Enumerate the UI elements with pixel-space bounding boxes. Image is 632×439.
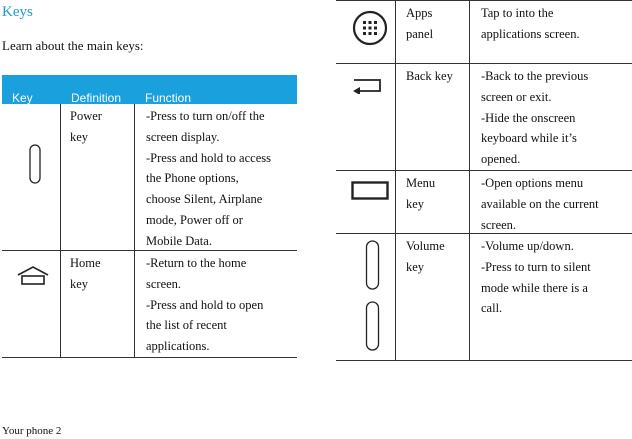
definition-power: Power key xyxy=(70,109,102,144)
function-volume: -Volume up/down. -Press to turn to silent mode while there is a call. xyxy=(481,239,591,316)
definition-home: Home key xyxy=(70,256,101,291)
header-function: Function xyxy=(145,91,192,105)
function-power: -Press to turn on/off the screen display. -Press and hold to access the Phone options, choose Silent, Airplane mode, Power off or Mobile Data. xyxy=(146,109,271,248)
table-row-home xyxy=(2,251,297,358)
definition-apps: Apps panel xyxy=(406,6,434,41)
definition-volume: Volume key xyxy=(406,239,445,274)
table-row-back xyxy=(336,64,632,171)
back-key-icon xyxy=(352,76,386,94)
volume-key-icon xyxy=(365,240,381,352)
page-footer: Your phone 2 xyxy=(2,425,62,437)
keys-table-left xyxy=(2,75,297,358)
function-home: -Return to the home screen. -Press and hold to open the list of recent applications. xyxy=(146,256,264,354)
menu-key-icon xyxy=(351,181,389,201)
intro-text: Learn about the main keys: xyxy=(2,38,144,53)
function-menu: -Open options menu available on the current screen. xyxy=(481,176,599,232)
header-key: Key xyxy=(12,91,33,105)
apps-panel-icon xyxy=(352,10,388,46)
table-row-menu xyxy=(336,171,632,234)
definition-menu: Menu key xyxy=(406,176,436,211)
power-key-icon xyxy=(29,144,41,184)
function-apps: Tap to into the applications screen. xyxy=(481,6,580,41)
table-row-apps xyxy=(336,1,632,64)
table-row-volume xyxy=(336,234,632,361)
definition-back: Back key xyxy=(406,69,453,83)
table-header xyxy=(2,75,297,104)
table-row-power xyxy=(2,104,297,251)
section-title: Keys xyxy=(2,4,33,20)
home-key-icon xyxy=(16,265,50,287)
function-back: -Back to the previous screen or exit. -Hide the onscreen keyboard while it’s opened. xyxy=(481,69,589,167)
header-definition: Definition xyxy=(71,91,122,105)
keys-table-right xyxy=(336,0,632,361)
